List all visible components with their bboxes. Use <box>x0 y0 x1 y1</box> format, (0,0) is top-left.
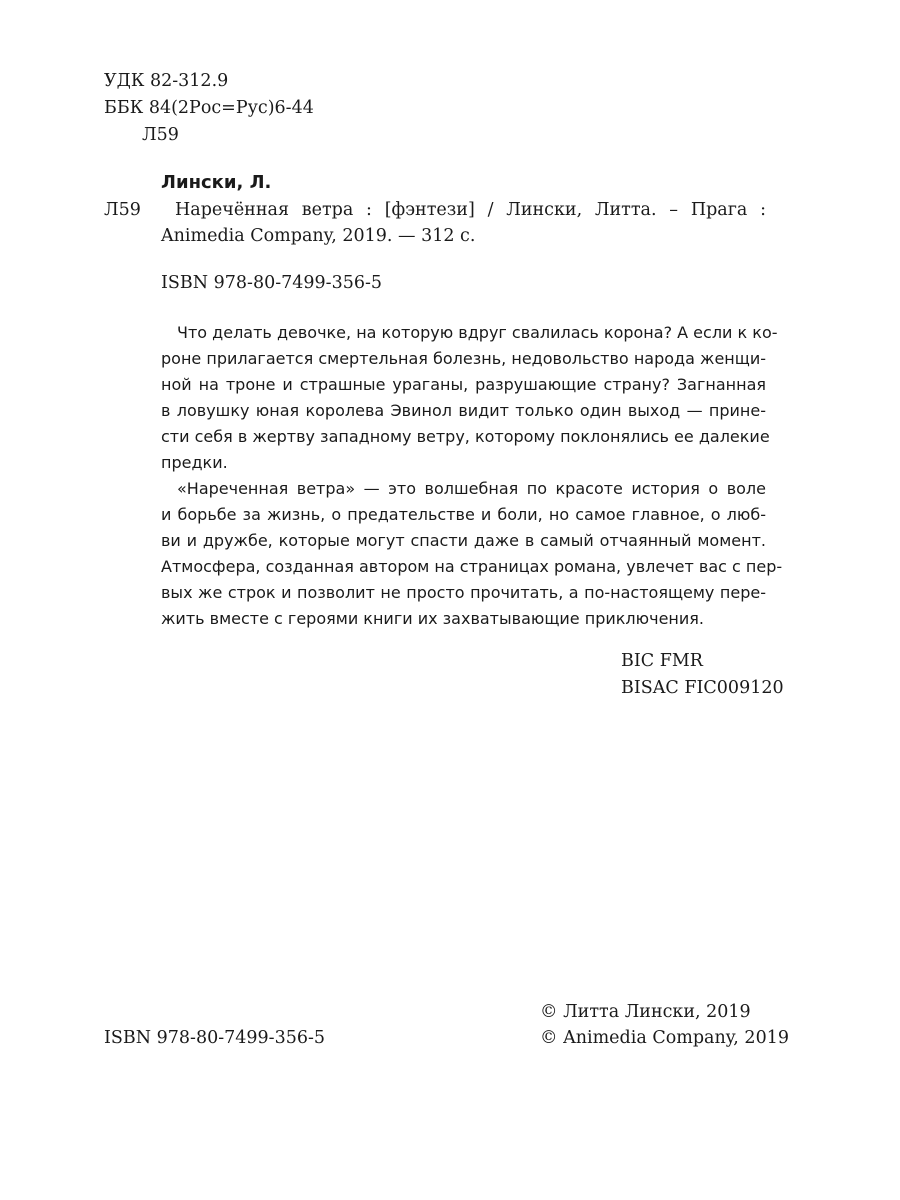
bib-author-mark: Л59 <box>104 200 141 220</box>
annotation-line: ви и дружбе, которые могут спасти даже в самый отчаянный момент. <box>161 531 766 550</box>
copyright-publisher: © Animedia Company, 2019 <box>540 1028 789 1048</box>
annotation-line: Что делать девочке, на которую вдруг свалилась корона? А если к ко- <box>177 323 778 342</box>
annotation-line: ной на троне и страшные ураганы, разрушающие страну? Загнанная <box>161 375 766 394</box>
isbn-bottom: ISBN 978-80-7499-356-5 <box>104 1028 326 1048</box>
annotation-line: роне прилагается смертельная болезнь, недовольство народа женщи- <box>161 349 766 368</box>
bib-title-line: Наречённая ветра : [фэнтези] / Лински, Литта. – Прага : <box>175 200 766 220</box>
udk-code: УДК 82-312.9 <box>104 71 229 91</box>
annotation-line: предки. <box>161 453 228 472</box>
annotation-line: вых же строк и позволит не просто прочитать, а по-настоящему пере- <box>161 583 766 602</box>
isbn-top: ISBN 978-80-7499-356-5 <box>161 273 383 293</box>
annotation <box>161 320 783 632</box>
annotation-line: Атмосфера, созданная автором на страницах романа, увлечет вас с пер- <box>161 557 783 576</box>
annotation-line: в ловушку юная королева Эвинол видит только один выход — прине- <box>161 401 766 420</box>
annotation-line: и борьбе за жизнь, о предательстве и боли, но самое главное, о люб- <box>161 505 766 524</box>
bic-code: BIC FMR <box>621 651 703 671</box>
bib-author: Лински, Л. <box>161 172 272 193</box>
annotation-line: сти себя в жертву западному ветру, которому поклонялись ее далекие <box>161 427 770 446</box>
author-mark: Л59 <box>142 125 179 145</box>
bisac-code: BISAC FIC009120 <box>621 678 784 698</box>
annotation-line: жить вместе с героями книги их захватывающие приключения. <box>161 609 704 628</box>
bbk-code: ББК 84(2Рос=Рус)6-44 <box>104 98 314 118</box>
annotation-line: «Нареченная ветра» — это волшебная по красоте история о воле <box>177 479 766 498</box>
copyright-author: © Литта Лински, 2019 <box>540 1002 751 1022</box>
bib-publisher-line: Animedia Company, 2019. — 312 с. <box>161 226 476 246</box>
